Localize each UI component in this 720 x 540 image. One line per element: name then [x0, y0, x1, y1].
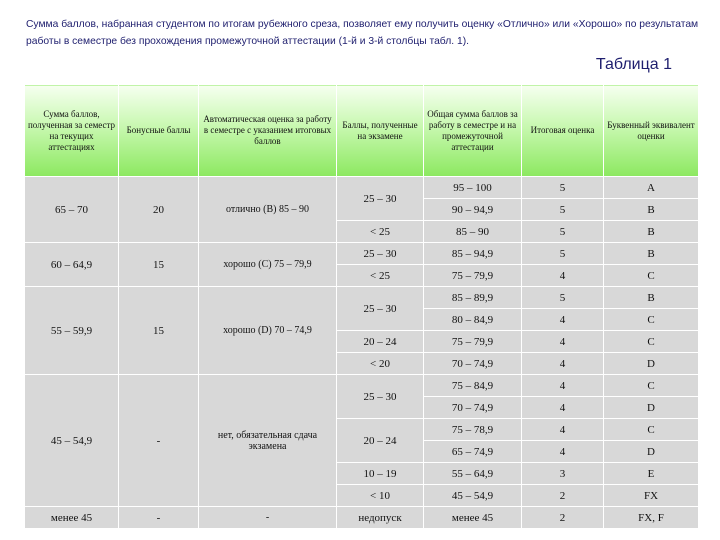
final-grade-cell: 4 [522, 353, 604, 375]
header-letter-grade: Буквенный эквивалент оценки [604, 85, 699, 177]
total-score-cell: 75 – 79,9 [424, 265, 522, 287]
total-score-cell: 80 – 84,9 [424, 309, 522, 331]
letter-grade-cell: B [604, 199, 699, 221]
header-row [25, 85, 699, 177]
exam-score-cell: 25 – 30 [337, 243, 424, 265]
final-grade-cell: 2 [522, 507, 604, 529]
letter-grade-cell: C [604, 375, 699, 397]
bonus-cell: - [119, 375, 199, 507]
total-score-cell: 75 – 78,9 [424, 419, 522, 441]
header-auto-grade: Автоматическая оценка за работу в семестре с указанием итоговых баллов [199, 85, 337, 177]
final-grade-cell: 4 [522, 331, 604, 353]
exam-score-cell: 20 – 24 [337, 331, 424, 353]
final-grade-cell: 4 [522, 441, 604, 463]
bonus-cell: 15 [119, 287, 199, 375]
total-score-cell: 65 – 74,9 [424, 441, 522, 463]
auto-grade-cell: отлично (В) 85 – 90 [199, 177, 337, 243]
final-grade-cell: 5 [522, 221, 604, 243]
final-grade-cell: 4 [522, 309, 604, 331]
letter-grade-cell: C [604, 419, 699, 441]
table-row [25, 507, 699, 529]
semester-score-cell: менее 45 [25, 507, 119, 529]
bonus-cell: 20 [119, 177, 199, 243]
letter-grade-cell: B [604, 221, 699, 243]
header-final-grade: Итоговая оценка [522, 85, 604, 177]
exam-score-cell: < 25 [337, 221, 424, 243]
total-score-cell: 85 – 90 [424, 221, 522, 243]
exam-score-cell: 25 – 30 [337, 177, 424, 221]
semester-score-cell: 45 – 54,9 [25, 375, 119, 507]
final-grade-cell: 5 [522, 199, 604, 221]
final-grade-cell: 3 [522, 463, 604, 485]
letter-grade-cell: A [604, 177, 699, 199]
table-row [25, 243, 699, 265]
letter-grade-cell: C [604, 331, 699, 353]
final-grade-cell: 4 [522, 375, 604, 397]
auto-grade-cell: хорошо (С) 75 – 79,9 [199, 243, 337, 287]
total-score-cell: 70 – 74,9 [424, 353, 522, 375]
exam-score-cell: < 25 [337, 265, 424, 287]
letter-grade-cell: D [604, 397, 699, 419]
table-row [25, 287, 699, 309]
letter-grade-cell: B [604, 287, 699, 309]
table-row [25, 177, 699, 199]
auto-grade-cell: нет, обязательная сдача экзамена [199, 375, 337, 507]
final-grade-cell: 5 [522, 177, 604, 199]
grading-table [24, 84, 699, 529]
letter-grade-cell: D [604, 441, 699, 463]
exam-score-cell: 25 – 30 [337, 375, 424, 419]
letter-grade-cell: D [604, 353, 699, 375]
letter-grade-cell: C [604, 265, 699, 287]
total-score-cell: 85 – 94,9 [424, 243, 522, 265]
letter-grade-cell: B [604, 243, 699, 265]
semester-score-cell: 65 – 70 [25, 177, 119, 243]
total-score-cell: 55 – 64,9 [424, 463, 522, 485]
auto-grade-cell: - [199, 507, 337, 529]
final-grade-cell: 4 [522, 419, 604, 441]
total-score-cell: 85 – 89,9 [424, 287, 522, 309]
exam-score-cell: недопуск [337, 507, 424, 529]
auto-grade-cell: хорошо (D) 70 – 74,9 [199, 287, 337, 375]
exam-score-cell: < 20 [337, 353, 424, 375]
letter-grade-cell: E [604, 463, 699, 485]
bonus-cell: - [119, 507, 199, 529]
total-score-cell: 75 – 84,9 [424, 375, 522, 397]
header-total-score: Общая сумма баллов за работу в семестре и на промежуточной аттестации [424, 85, 522, 177]
bonus-cell: 15 [119, 243, 199, 287]
semester-score-cell: 60 – 64,9 [25, 243, 119, 287]
letter-grade-cell: C [604, 309, 699, 331]
total-score-cell: менее 45 [424, 507, 522, 529]
total-score-cell: 70 – 74,9 [424, 397, 522, 419]
table-row [25, 375, 699, 397]
header-exam-score: Баллы, полученные на экзамене [337, 85, 424, 177]
exam-score-cell: 20 – 24 [337, 419, 424, 463]
header-semester-score: Сумма баллов, полученная за семестр на текущих аттестациях [25, 85, 119, 177]
total-score-cell: 45 – 54,9 [424, 485, 522, 507]
letter-grade-cell: FX [604, 485, 699, 507]
final-grade-cell: 5 [522, 243, 604, 265]
total-score-cell: 95 – 100 [424, 177, 522, 199]
header-bonus: Бонусные баллы [119, 85, 199, 177]
final-grade-cell: 2 [522, 485, 604, 507]
table-caption: Таблица 1 [595, 56, 672, 73]
total-score-cell: 75 – 79,9 [424, 331, 522, 353]
final-grade-cell: 5 [522, 287, 604, 309]
exam-score-cell: 10 – 19 [337, 463, 424, 485]
intro-paragraph: Сумма баллов, набранная студентом по итогам рубежного среза, позволяет ему получить оценку «Отлично» или «Хорошо» по результатам работы в семестре без прохождения промежуточной аттестации (1-й и 3-й столбцы табл. 1). [26, 19, 699, 47]
exam-score-cell: < 10 [337, 485, 424, 507]
total-score-cell: 90 – 94,9 [424, 199, 522, 221]
final-grade-cell: 4 [522, 397, 604, 419]
letter-grade-cell: FX, F [604, 507, 699, 529]
semester-score-cell: 55 – 59,9 [25, 287, 119, 375]
final-grade-cell: 4 [522, 265, 604, 287]
exam-score-cell: 25 – 30 [337, 287, 424, 331]
